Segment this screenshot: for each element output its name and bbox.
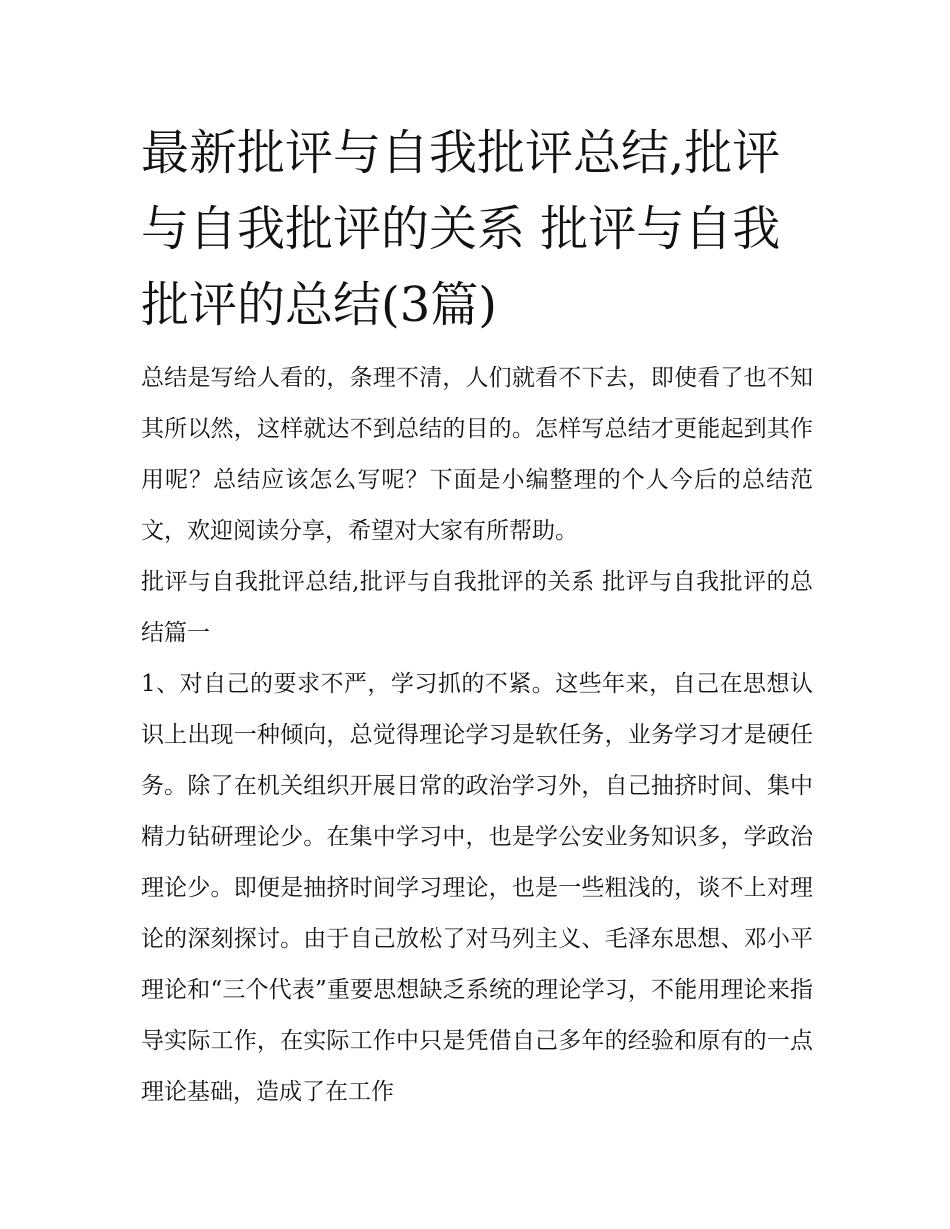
point-1-paragraph: 1、对自己的要求不严，学习抓的不紧。这些年来，自己在思想认识上出现一种倾向，总觉得理论学习是软任务，业务学习才是硬任务。除了在机关组织开展日常的政治学习外，自己抽挤时间、集中精力钻研理论少。在集中学习中，也是学公安业务知识多，学政治理论少。即便是抽挤时间学习理论，也是一些粗浅的，谈不上对理论的深刻探讨。由于自己放松了对马列主义、毛泽东思想、邓小平理论和“三个代表”重要思想缺乏系统的理论学习，不能用理论来指导实际工作，在实际工作中只是凭借自己多年的经验和原有的一点理论基础，造成了在工作	[141, 671, 813, 1105]
intro-paragraph: 总结是写给人看的，条理不清，人们就看不下去，即使看了也不知其所以然，这样就达不到总结的目的。怎样写总结才更能起到其作用呢？总结应该怎么写呢？下面是小编整理的个人今后的总结范文，欢迎阅读分享，希望对大家有所帮助。	[141, 365, 813, 544]
document-page	[141, 115, 813, 1118]
document-body	[141, 353, 813, 1118]
document-title: 最新批评与自我批评总结,批评与自我批评的关系 批评与自我批评的总结(3篇)	[141, 125, 781, 333]
section-heading: 批评与自我批评总结,批评与自我批评的关系 批评与自我批评的总结篇一	[141, 569, 813, 646]
